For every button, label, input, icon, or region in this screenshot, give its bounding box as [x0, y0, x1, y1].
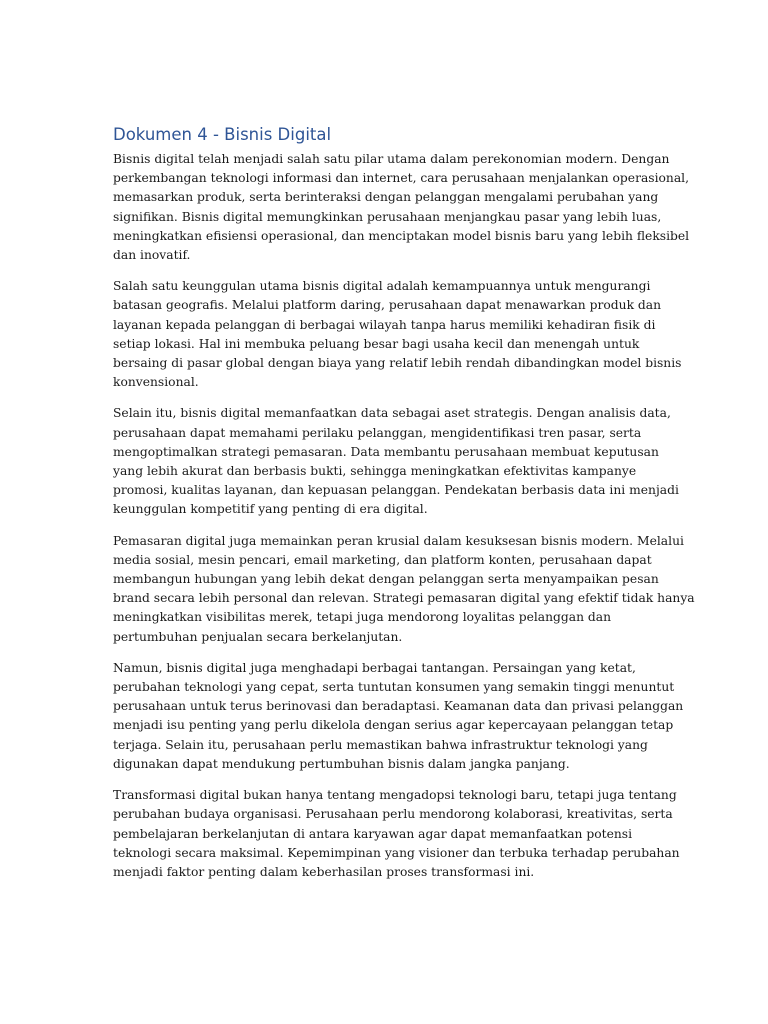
paragraph-line: Transformasi digital bukan hanya tentang mengadopsi teknologi baru, tetapi juga tentang: [113, 788, 677, 803]
paragraph-line: perusahaan untuk terus berinovasi dan beradaptasi. Keamanan data dan privasi pelanggan: [113, 699, 684, 714]
paragraph-line: Selain itu, bisnis digital memanfaatkan data sebagai aset strategis. Dengan analisis data,: [113, 406, 671, 421]
paragraph-line: konvensional.: [113, 375, 199, 390]
paragraph-line: terjaga. Selain itu, perusahaan perlu memastikan bahwa infrastruktur teknologi yang: [113, 737, 648, 752]
document-body: [113, 150, 695, 882]
paragraph-line: Bisnis digital telah menjadi salah satu pilar utama dalam perekonomian modern. Dengan: [113, 152, 670, 166]
paragraph: [113, 150, 690, 265]
paragraph-line: pembelajaran berkelanjutan di antara karyawan agar dapat memanfaatkan potensi: [113, 826, 633, 841]
paragraph-line: perkembangan teknologi informasi dan internet, cara perusahaan menjalankan operasional,: [113, 171, 690, 186]
paragraph-line: menjadi faktor penting dalam keberhasilan proses transformasi ini.: [113, 864, 535, 879]
paragraph-line: teknologi secara maksimal. Kepemimpinan yang visioner dan terbuka terhadap perubahan: [113, 845, 680, 860]
paragraph: [113, 277, 682, 392]
paragraph-line: meningkatkan efisiensi operasional, dan menciptakan model bisnis baru yang lebih fleksibel: [113, 228, 690, 243]
paragraph: [113, 532, 695, 647]
paragraph-line: mengoptimalkan strategi pemasaran. Data membantu perusahaan membuat keputusan: [113, 444, 659, 459]
paragraph-line: Salah satu keunggulan utama bisnis digital adalah kemampuannya untuk mengurangi: [113, 279, 651, 294]
paragraph-line: perubahan teknologi yang cepat, serta tuntutan konsumen yang semakin tinggi menuntut: [113, 680, 675, 695]
document-content: [113, 124, 695, 894]
paragraph: [113, 786, 680, 882]
paragraph-line: membangun hubungan yang lebih dekat dengan pelanggan serta menyampaikan pesan: [113, 572, 659, 587]
paragraph-line: digunakan dapat mendukung pertumbuhan bisnis dalam jangka panjang.: [113, 756, 570, 771]
paragraph-line: Namun, bisnis digital juga menghadapi berbagai tantangan. Persaingan yang ketat,: [113, 660, 636, 675]
paragraph-line: memasarkan produk, serta berinteraksi dengan pelanggan mengalami perubahan yang: [113, 190, 659, 205]
paragraph-line: dan inovatif.: [113, 248, 191, 263]
paragraph-line: perubahan budaya organisasi. Perusahaan perlu mendorong kolaborasi, kreativitas, serta: [113, 807, 673, 822]
paragraph-line: signifikan. Bisnis digital memungkinkan perusahaan menjangkau pasar yang lebih luas,: [113, 209, 662, 224]
paragraph: [113, 659, 684, 774]
paragraph-line: perusahaan dapat memahami perilaku pelanggan, mengidentifikasi tren pasar, serta: [113, 425, 642, 440]
paragraph-line: keunggulan kompetitif yang penting di era digital.: [113, 502, 428, 517]
paragraph-line: yang lebih akurat dan berbasis bukti, sehingga meningkatkan efektivitas kampanye: [113, 464, 637, 479]
paragraph-line: meningkatkan visibilitas merek, tetapi juga mendorong loyalitas pelanggan dan: [113, 610, 612, 625]
paragraph-line: promosi, kualitas layanan, dan kepuasan pelanggan. Pendekatan berbasis data ini menjadi: [113, 483, 679, 498]
paragraph-line: media sosial, mesin pencari, email marketing, dan platform konten, perusahaan dapat: [113, 552, 652, 567]
paragraph-line: batasan geografis. Melalui platform daring, perusahaan dapat menawarkan produk dan: [113, 298, 662, 313]
paragraph-line: menjadi isu penting yang perlu dikelola dengan serius agar kepercayaan pelanggan tetap: [113, 718, 674, 733]
paragraph-line: layanan kepada pelanggan di berbagai wilayah tanpa harus memiliki kehadiran fisik di: [113, 317, 656, 332]
paragraph-line: brand secara lebih personal dan relevan. Strategi pemasaran digital yang efektif tidak hanya: [113, 591, 695, 606]
paragraph-line: pertumbuhan penjualan secara berkelanjutan.: [113, 629, 403, 644]
document-title: Dokumen 4 - Bisnis Digital: [113, 125, 332, 144]
paragraph-line: bersaing di pasar global dengan biaya yang relatif lebih rendah dibandingkan model bisnis: [113, 356, 682, 371]
paragraph-line: Pemasaran digital juga memainkan peran krusial dalam kesuksesan bisnis modern. Melalui: [113, 533, 684, 548]
paragraph-line: setiap lokasi. Hal ini membuka peluang besar bagi usaha kecil dan menengah untuk: [113, 336, 640, 351]
paragraph: [113, 404, 679, 519]
